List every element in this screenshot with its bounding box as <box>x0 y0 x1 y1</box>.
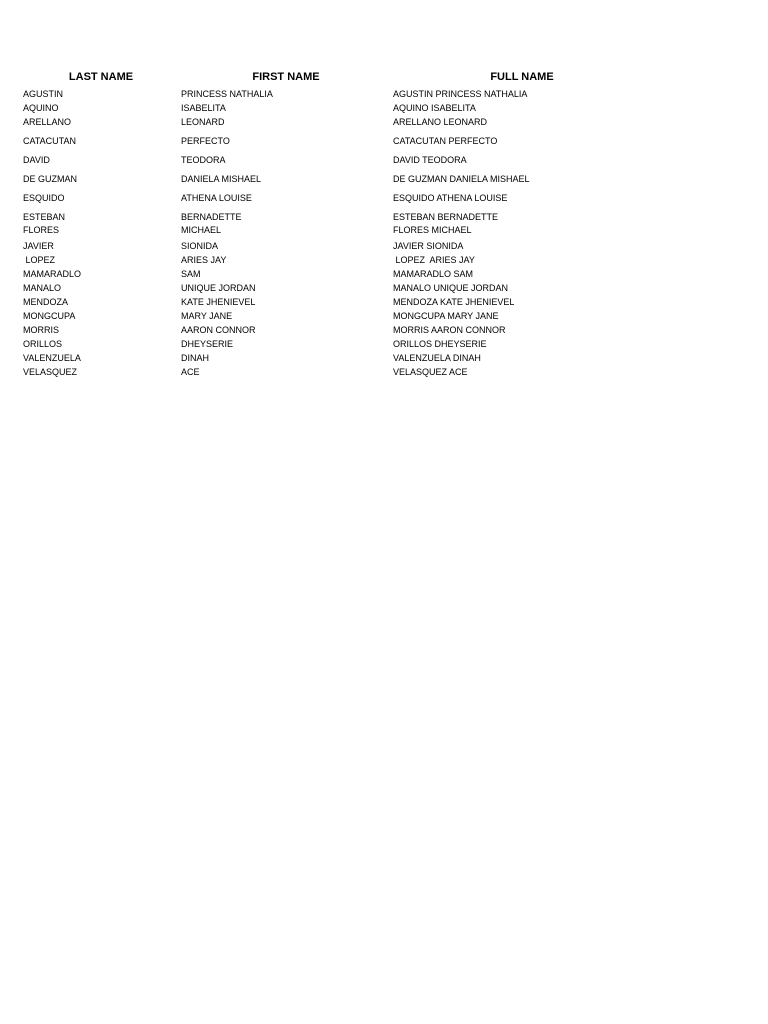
full-name-cell: CATACUTAN PERFECTO <box>393 136 498 146</box>
full-name-cell: MENDOZA KATE JHENIEVEL <box>393 297 515 307</box>
full-name-cell: ORILLOS DHEYSERIE <box>393 339 487 349</box>
table-row <box>0 154 768 166</box>
full-name-cell: ESTEBAN BERNADETTE <box>393 212 499 222</box>
table-row <box>0 240 768 252</box>
table-row <box>0 192 768 204</box>
last-name-cell: MENDOZA <box>23 297 68 307</box>
full-name-cell: MANALO UNIQUE JORDAN <box>393 283 509 293</box>
last-name-cell: MANALO <box>23 283 62 293</box>
last-name-cell: AGUSTIN <box>23 89 64 99</box>
full-name-cell: AGUSTIN PRINCESS NATHALIA <box>393 89 528 99</box>
last-name-cell: VELASQUEZ <box>23 367 78 377</box>
last-name-cell: VALENZUELA <box>23 353 81 363</box>
last-name-cell: ORILLOS <box>23 339 63 349</box>
first-name-cell: SIONIDA <box>181 241 219 251</box>
last-name-cell: MONGCUPA <box>23 311 76 321</box>
first-name-cell: DINAH <box>181 353 210 363</box>
full-name-cell: ESQUIDO ATHENA LOUISE <box>393 193 508 203</box>
full-name-cell: FLORES MICHAEL <box>393 225 472 235</box>
table-row <box>0 352 768 364</box>
full-name-cell: JAVIER SIONIDA <box>393 241 464 251</box>
column-header-last-name: LAST NAME <box>68 71 134 83</box>
first-name-cell: ARIES JAY <box>181 255 227 265</box>
table-row <box>0 282 768 294</box>
table-row <box>0 296 768 308</box>
first-name-cell: PRINCESS NATHALIA <box>181 89 273 99</box>
first-name-cell: ISABELITA <box>181 103 226 113</box>
table-row <box>0 224 768 236</box>
first-name-cell: DANIELA MISHAEL <box>181 174 262 184</box>
table-row <box>0 135 768 147</box>
last-name-cell: ARELLANO <box>23 117 72 127</box>
last-name-cell: DAVID <box>23 155 50 165</box>
last-name-cell: LOPEZ <box>23 255 56 265</box>
full-name-cell: VALENZUELA DINAH <box>393 353 481 363</box>
last-name-cell: DE GUZMAN <box>23 174 77 184</box>
table-row <box>0 102 768 114</box>
last-name-cell: FLORES <box>23 225 60 235</box>
full-name-cell: MONGCUPA MARY JANE <box>393 311 499 321</box>
table-row <box>0 116 768 128</box>
first-name-cell: MICHAEL <box>181 225 222 235</box>
table-row <box>0 173 768 185</box>
table-row <box>0 254 768 266</box>
first-name-cell: MARY JANE <box>181 311 233 321</box>
last-name-cell: AQUINO <box>23 103 59 113</box>
table-row <box>0 211 768 223</box>
first-name-cell: UNIQUE JORDAN <box>181 283 256 293</box>
table-row <box>0 88 768 100</box>
full-name-cell: LOPEZ ARIES JAY <box>393 255 475 265</box>
table-row <box>0 324 768 336</box>
last-name-cell: MAMARADLO <box>23 269 82 279</box>
first-name-cell: LEONARD <box>181 117 225 127</box>
table-row <box>0 310 768 322</box>
first-name-cell: TEODORA <box>181 155 226 165</box>
column-header-full-name: FULL NAME <box>490 71 554 83</box>
last-name-cell: CATACUTAN <box>23 136 76 146</box>
first-name-cell: DHEYSERIE <box>181 339 234 349</box>
full-name-cell: MAMARADLO SAM <box>393 269 474 279</box>
last-name-cell: JAVIER <box>23 241 54 251</box>
table-row <box>0 366 768 378</box>
first-name-cell: KATE JHENIEVEL <box>181 297 256 307</box>
full-name-cell: MORRIS AARON CONNOR <box>393 325 506 335</box>
full-name-cell: DE GUZMAN DANIELA MISHAEL <box>393 174 530 184</box>
first-name-cell: SAM <box>181 269 201 279</box>
table-row <box>0 268 768 280</box>
full-name-cell: VELASQUEZ ACE <box>393 367 468 377</box>
first-name-cell: ACE <box>181 367 200 377</box>
table-row <box>0 338 768 350</box>
full-name-cell: ARELLANO LEONARD <box>393 117 488 127</box>
full-name-cell: DAVID TEODORA <box>393 155 467 165</box>
last-name-cell: MORRIS <box>23 325 59 335</box>
first-name-cell: BERNADETTE <box>181 212 242 222</box>
first-name-cell: PERFECTO <box>181 136 230 146</box>
full-name-cell: AQUINO ISABELITA <box>393 103 476 113</box>
last-name-cell: ESTEBAN <box>23 212 66 222</box>
last-name-cell: ESQUIDO <box>23 193 65 203</box>
first-name-cell: ATHENA LOUISE <box>181 193 252 203</box>
column-header-first-name: FIRST NAME <box>252 71 320 83</box>
first-name-cell: AARON CONNOR <box>181 325 256 335</box>
